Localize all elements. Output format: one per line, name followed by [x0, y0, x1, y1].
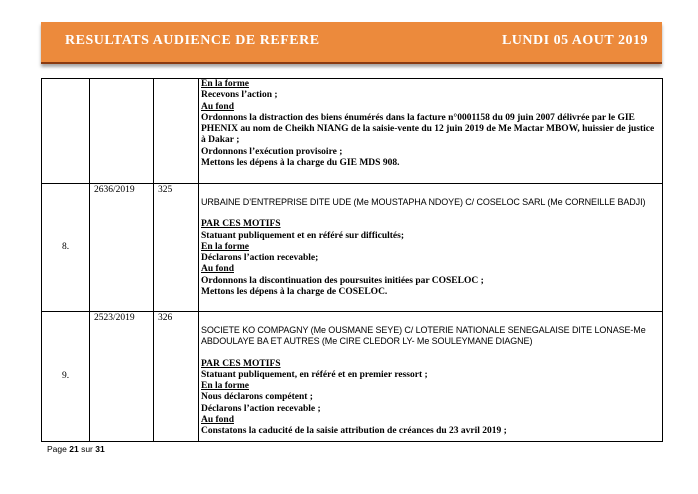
- section-heading: En la forme: [201, 79, 250, 89]
- case-parties: SOCIETE KO COMPAGNY (Me OUSMANE SEYE) C/ LOTERIE NATIONALE SENEGALAISE DITE LONASE-Me ABDOULAYE BA ET AUTRES (Me CIRE CLEDOR LY- Me SOULEYMANE DIAGNE): [201, 325, 646, 347]
- section-heading: Au fond: [201, 264, 234, 275]
- table-row: [42, 184, 663, 312]
- section-heading: Au fond: [201, 415, 234, 426]
- section-heading: PAR CES MOTIFS: [201, 219, 281, 230]
- page-of-label: sur: [81, 444, 93, 454]
- decision-line: Statuant publiquement et en référé sur difficultés;: [201, 230, 405, 241]
- case-rg-number: 2636/2019: [90, 184, 154, 312]
- case-order-number: 8.: [42, 184, 90, 312]
- results-table-body: [42, 79, 663, 442]
- decision-line: Déclarons l’action recevable ;: [201, 403, 321, 414]
- header-banner: [41, 22, 662, 64]
- spacer: [201, 208, 656, 219]
- decision-line: Ordonnons la discontinuation des poursuites initiées par COSELOC ;: [201, 275, 484, 286]
- decision-line: Ordonnons la distraction des biens énumérés dans la facture n°0001158 du 09 juin 2007 délivrée par le GIE PHENIX au nom de Cheikh NIANG de la saisie-vente du 12 juin 2019 de Me Mactar MBOW, huissier de justice à Dakar ;: [201, 112, 655, 146]
- case-parties: URBAINE D’ENTREPRISE DITE UDE (Me MOUSTAPHA NDOYE) C/ COSELOC SARL (Me CORNEILLE BADJI): [201, 197, 646, 207]
- page-total: 31: [95, 444, 105, 454]
- decision-line: Nous déclarons compétent ;: [201, 392, 313, 403]
- table-row: [42, 312, 663, 442]
- page-label: Page: [47, 444, 67, 454]
- decision-line: Déclarons l’action recevable;: [201, 253, 319, 264]
- section-heading: PAR CES MOTIFS: [201, 358, 281, 369]
- case-decision-number: 325: [154, 184, 199, 312]
- results-table: [41, 78, 663, 442]
- case-decision-text: [199, 312, 663, 442]
- case-decision-text: [199, 79, 663, 184]
- case-decision-number: [154, 79, 199, 184]
- section-heading: En la forme: [201, 381, 250, 392]
- case-decision-text: [199, 184, 663, 312]
- case-order-number: [42, 79, 90, 184]
- table-row: [42, 79, 663, 184]
- hearing-date: LUNDI 05 AOUT 2019: [501, 33, 648, 48]
- section-heading: Au fond: [201, 101, 234, 112]
- decision-line: Mettons les dépens à la charge du GIE MDS 908.: [201, 158, 400, 169]
- case-order-number: 9.: [42, 312, 90, 442]
- case-rg-number: [90, 79, 154, 184]
- decision-line: Recevons l’action ;: [201, 90, 278, 101]
- page-number: 21: [69, 444, 79, 454]
- spacer: [201, 348, 656, 359]
- section-heading: En la forme: [201, 241, 250, 252]
- case-rg-number: 2523/2019: [90, 312, 154, 442]
- decision-line: Mettons les dépens à la charge de COSELOC.: [201, 287, 388, 298]
- document-title: RESULTATS AUDIENCE DE REFERE: [65, 33, 320, 48]
- decision-line: Statuant publiquement, en référé et en premier ressort ;: [201, 369, 428, 380]
- page-footer: [47, 444, 105, 454]
- decision-line: Ordonnons l’exécution provisoire ;: [201, 146, 343, 157]
- decision-line: Constatons la caducité de la saisie attribution de créances du 23 avril 2019 ;: [201, 426, 507, 437]
- case-decision-number: 326: [154, 312, 199, 442]
